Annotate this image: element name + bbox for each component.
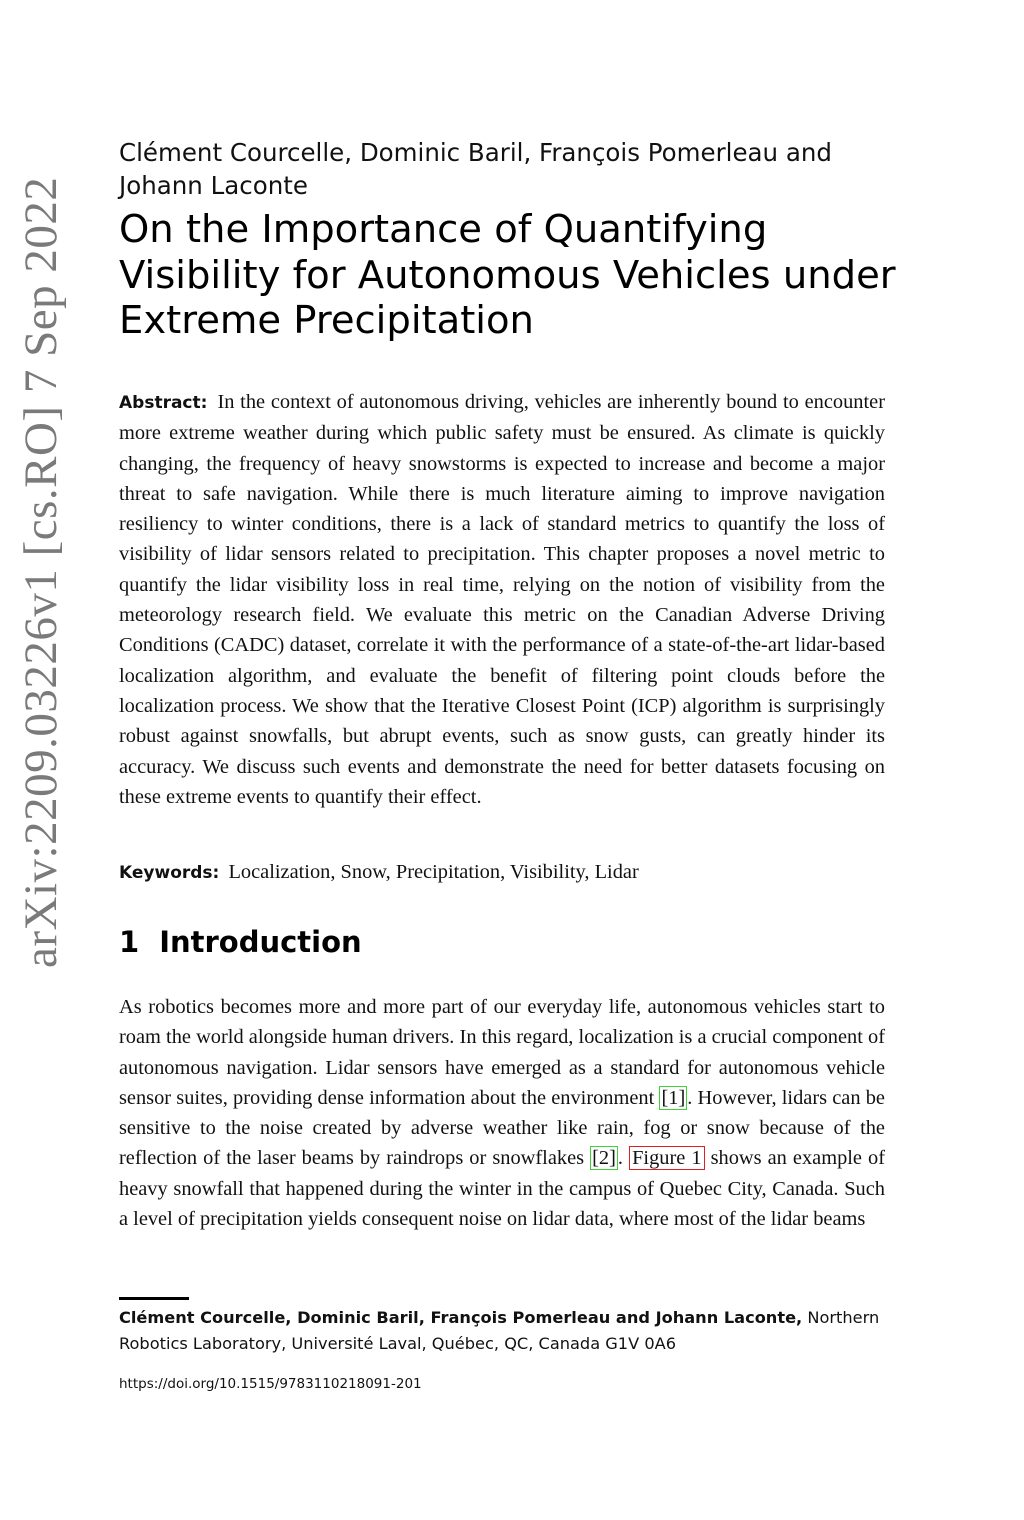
abstract-label: Abstract: [119, 393, 208, 413]
arxiv-margin-stamp: arXiv:2209.03226v1 [cs.RO] 7 Sep 2022 [15, 176, 67, 968]
section-title: Introduction [159, 925, 362, 959]
footnote-affiliation-text: Northern Robotics Laboratory, Université Laval, Québec, QC, Canada G1V 0A6 [119, 1308, 880, 1353]
figure-1-link[interactable]: Figure 1 [629, 1146, 704, 1170]
intro-text-3: . [617, 1147, 630, 1170]
abstract [119, 387, 885, 812]
intro-text-1: As robotics becomes more and more part of our everyday life, autonomous vehicles start to roam the world alongside human drivers. In this regard, localization is a crucial component of autonomous navigation. Lidar sensors have emerged as a standard for autonomous vehicle sensor suites, providing dense information about the environment [119, 996, 885, 1109]
footnote-affiliation [119, 1305, 899, 1357]
doi-link[interactable]: https://doi.org/10.1515/9783110218091-201 [119, 1376, 422, 1392]
author-list: Clément Courcelle, Dominic Baril, François Pomerleau and Johann Laconte [119, 138, 832, 200]
introduction-paragraph [119, 992, 885, 1234]
intro-text-2: . However, lidars can be sensitive to the noise created by adverse weather like rain, fog or snow because of the reflection of the laser beams by raindrops or snowflakes [119, 1086, 885, 1170]
footnote-authors: Clément Courcelle, Dominic Baril, François Pomerleau and Johann Laconte, [119, 1308, 803, 1327]
citation-link-1[interactable]: [1] [661, 1086, 686, 1109]
abstract-text: In the context of autonomous driving, vehicles are inherently bound to encounter more extreme weather during which public safety must be ensured. As climate is quickly changing, the frequency of heavy snowstorms is expected to increase and become a major threat to safe navigation. While there is much literature aiming to improve navigation resiliency to winter conditions, there is a lack of standard metrics to quantify the loss of visibility of lidar sensors related to precipitation. This chapter proposes a novel metric to quantify the lidar visibility loss in real time, relying on the notion of visibility from the meteorology research field. We evaluate this metric on the Canadian Adverse Driving Conditions (CADC) dataset, correlate it with the performance of a state-of-the-art lidar-based localization algorithm, and evaluate the benefit of filtering point clouds before the localization process. We show that the Iterative Closest Point (ICP) algorithm is surprisingly robust against snowfalls, but abrupt events, such as snow gusts, can greatly hinder its accuracy. We discuss such events and demonstrate the need for better datasets focusing on these extreme events to quantify their effect. [119, 391, 885, 808]
section-number: 1 [119, 925, 140, 959]
section-heading-introduction [119, 920, 362, 964]
citation-link-2[interactable]: [2] [592, 1147, 616, 1170]
keywords-label: Keywords: [119, 863, 220, 883]
paper-title: On the Importance of Quantifying Visibility for Autonomous Vehicles under Extreme Precipitation [119, 207, 896, 343]
intro-text-4: shows an example of heavy snowfall that happened during the winter in the campus of Quebec City, Canada. Such a level of precipitation yields consequent noise on lidar data, where most of the lidar beams [119, 1147, 886, 1231]
footnote-rule [119, 1297, 189, 1300]
keywords [119, 857, 885, 888]
keywords-text: Localization, Snow, Precipitation, Visibility, Lidar [228, 861, 639, 883]
